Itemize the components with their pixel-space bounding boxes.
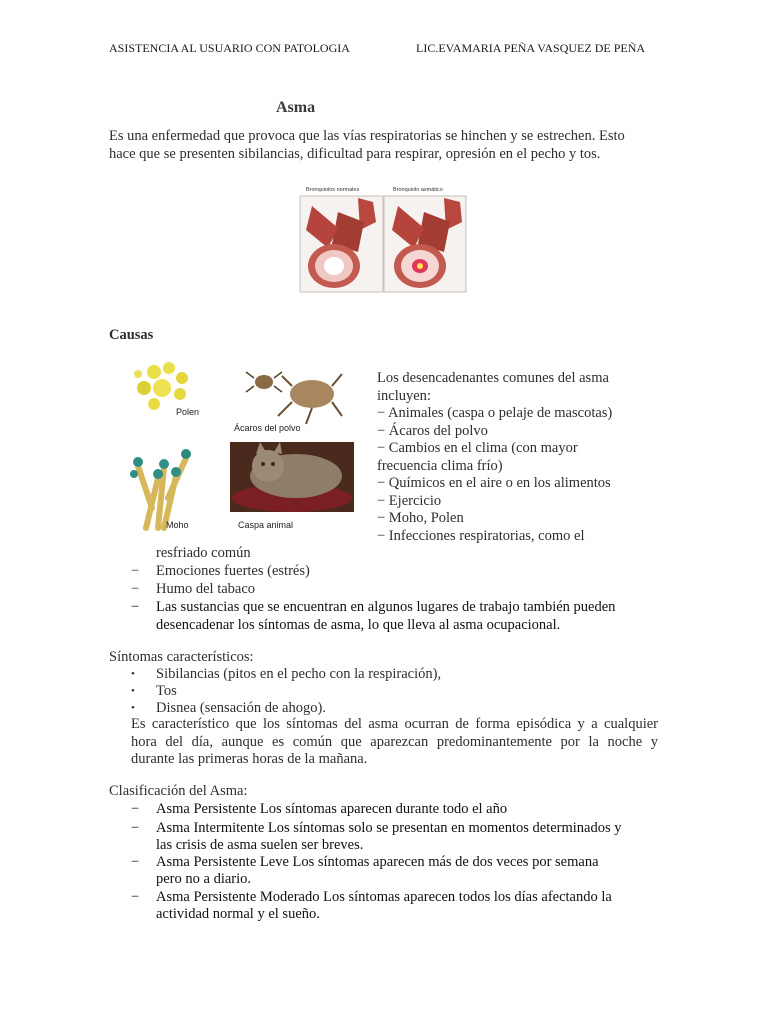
triggers-illustration [124,358,362,536]
clasificacion-list: − Asma Persistente Los síntomas aparecen durante todo el año − Asma Intermitente Los síntomas solo se presentan en momentos determinados y las crisis de asma suelen ser breves. − Asma Persistente Leve Los síntomas aparecen más de dos veces por semana pero no a diario. − Asma Persistente Moderado Los síntomas aparecen todos los días afectando la actividad normal y el sueño. [131,801,622,922]
header-left: ASISTENCIA AL USUARIO CON PATOLOGIA [109,41,350,55]
list-item-continuation: pero no a diario. [156,871,252,887]
cat-image [230,442,354,512]
sintomas-paragraph: Es característico que los síntomas del asma ocurran de forma episódica y a cualquier hora del día, aunque es común que aparezcan predominantemente por la noche y durante las primeras horas de la mañana. [131,716,658,767]
triggers-line: incluyen: [377,387,431,404]
bronquiolos-normales-label: Bronquiolos normales [306,187,360,193]
page-title: Asma [276,99,316,116]
header-right: LIC.EVAMARIA PEÑA VASQUEZ DE PEÑA [416,41,646,55]
causas-list: − Emociones fuertes (estrés) − Humo del tabaco − Las sustancias que se encuentran en algunos lugares de trabajo también pueden desencadenar los síntomas de asma, lo que lleva al asma ocupacional. [131,563,616,633]
bronchiole-illustration [298,182,468,294]
list-item: Asma Intermitente Los síntomas solo se presentan en momentos determinados y [156,820,622,836]
triggers-line: Los desencadenantes comunes del asma [377,370,609,386]
mold-image [130,449,191,528]
triggers-line: − Cambios en el clima (con mayor [377,440,578,456]
triggers-line: − Animales (caspa o pelaje de mascotas) [377,405,613,421]
polen-label: Polen [176,407,200,417]
list-item: Asma Persistente Moderado Los síntomas aparecen todos los días afectando la [156,889,612,905]
triggers-line: − Infecciones respiratorias, como el [377,527,585,544]
list-item: Emociones fuertes (estrés) [156,563,310,579]
list-item: Sibilancias (pitos en el pecho con la respiración), [156,666,442,682]
acaros-label: Ácaros del polvo [234,423,301,433]
triggers-line: − Ácaros del polvo [377,422,488,439]
causas-heading: Causas [109,327,154,343]
continuation-line: resfriado común [156,545,251,561]
list-item: Asma Persistente Leve Los síntomas aparecen más de dos veces por semana [156,854,599,870]
list-item-continuation: las crisis de asma suelen ser breves. [156,837,364,853]
triggers-line: − Ejercicio [377,492,442,509]
list-item: desencadenar los síntomas de asma, lo que lleva al asma ocupacional. [156,617,561,633]
moho-label: Moho [166,520,189,530]
list-item: Asma Persistente Los síntomas aparecen durante todo el año [156,801,508,817]
dust-mite-image [246,372,342,424]
triggers-line: − Químicos en el aire o en los alimentos [377,475,611,491]
clasificacion-heading: Clasificación del Asma: [109,783,248,799]
sintomas-heading: Síntomas característicos: [109,649,254,665]
triggers-line: − Moho, Polen [377,510,464,526]
triggers-line: frecuencia clima frío) [377,457,503,474]
intro-paragraph: Es una enfermedad que provoca que las vías respiratorias se hinchen y se estrechen. Esto hace que se presenten sibilancias, dificultad para respirar, opresión en el pecho y tos. [109,128,625,162]
causas-images [124,358,362,536]
list-item-continuation: actividad normal y el sueño. [156,906,320,922]
list-item: Las sustancias que se encuentran en algunos lugares de trabajo también pueden [156,599,616,615]
caspa-label: Caspa animal [238,520,294,530]
bronquiolo-asmatico-label: Bronquiolo asmático [393,187,443,193]
triggers-list [377,370,612,545]
list-item: Humo del tabaco [156,581,256,597]
bronchiole-figure [298,182,468,294]
list-item: Disnea (sensación de ahogo). [156,700,326,716]
pollen-image [134,362,188,410]
sintomas-list: • Sibilancias (pitos en el pecho con la respiración), • Tos • Disnea (sensación de ahogo). [131,666,442,716]
list-item: Tos [156,683,177,699]
